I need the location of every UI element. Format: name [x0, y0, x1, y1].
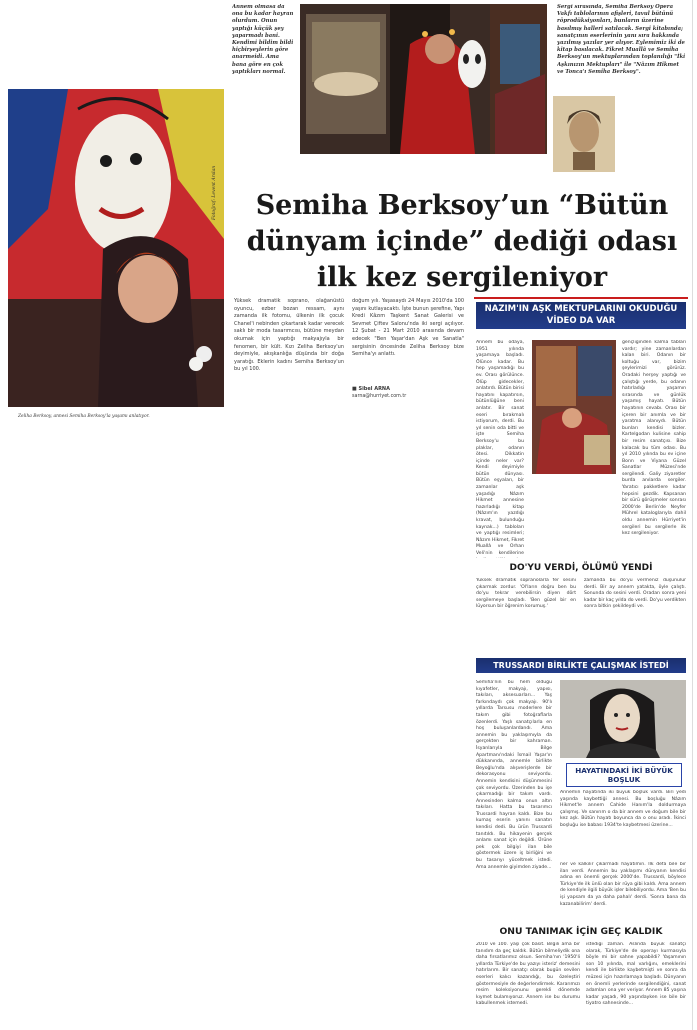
section2-column-2: zamanda bu do'yu vermeniz düşünülür derdi. Bir ay annem yatakta, öyle çalıştı. Sonunda do sesini verdi. Oradan sonra yeni kadar bir kaç yılda do verdi. Do'yu verdikten sonra bitkin şekildeydi ve. [584, 578, 686, 610]
section4-header: ONU TANIMAK İÇİN GEÇ KALDIK [499, 926, 663, 937]
section1-photo [532, 340, 616, 474]
headline-line-2: dünyam içinde” dediği odası [246, 226, 678, 257]
lead-column-2: doğum yılı. Yaşasaydı 24 Mayıs 2010'da 100 yaşını kutlayacaktı. İşte bunun şerefine, Yapı Kredi Kâzım Taşkent Sanat Galerisi ve Sevmet Çiftev Salonu'nda iki sergi açılıyor. 12 Şubat - 21 Mart 2010 arasında devam edecek "Ben Yaşar'dan Aşk ve Sanatla" sergisinin öncesinde Zeliha Berksoy bize Semiha'yı anlattı. [352, 298, 464, 358]
section3-portrait [560, 680, 686, 758]
headline-line-3: ilk kez sergileniyor [316, 262, 608, 293]
intro-right-text: Sergi sırasında, Semiha Berksoy Opera Vakfı tablolarının afişleri, tavul bütünü röprodüksiyonları, bunların üzerine basılmış halleri satılacak. Sergi kitabında; sanatçının eserlerinin yanı sıra hakkında yazılmış yazılar yer alıyor. Eylemimiz iki de kitap basılacak. Fikret Muallâ ve Semiha Berksoy'un mektuplarından toplanılığı "İki Aşkınızın Mektupları" ile "Nâzım Hikmet ve Tonca'ı Semiha Berksoy". [557, 4, 686, 75]
section1-rule [474, 297, 688, 299]
section4-column-1: 2010 ve 100. yaşı çok basit. Bilgili ama bir tanıdım da geç kaldık. Bütün bilmeliydik ona daha fırsatlarımız olsun. Semiha'nın '1950'li yıllarda Türkiye'de bu yazıyı isteriz' demesini hatırlarım. Bir sanatçı olarak bugün sevilen eserleri kalıcı kazandığı, bu özeleştiri göstermesiyle de değerlendirmek. Kararımızı resim koleksiyonunu gerekli dönemde kıymet bulamıyoruz. Annem ise bu durumu kabullenmek istemedi. [476, 942, 580, 1007]
section1-header-text: NAZIM'IN AŞK MEKTUPLARINI OKUDUĞU VİDEO DA VAR [484, 304, 678, 326]
byline-email: sarna@hurriyet.com.tr [352, 394, 407, 399]
section2-header: DO'YU VERDİ, ÖLÜMÜ YENDİ [509, 563, 653, 573]
section3-box-text: Annemin hayatında iki büyük boşluk vardı. Biri yedi yaşında kaybettiği annesi. Bu boşluğu Nâzım Hikmet'le annem Cahide Hanım'la doldurmaya çalışmış. Ve sanırım o da bir annem ve doğum bile bir kez aşk. Bütün hayatı boyunca da o onu aradı. İkinci boşluğu ise babası 1934'te kaybetmesi üzerine... [560, 790, 686, 828]
photo-credit: Fotoğraf: Levent Arslan [212, 165, 217, 220]
main-photo [8, 89, 224, 407]
section3-box-header [566, 763, 682, 787]
main-photo-caption: Zeliha Berksoy, annesi Semiha Berksoy'la yaşamı anlatıyor. [18, 414, 150, 419]
section1-header [476, 302, 686, 329]
headline-line-1: Semiha Berksoy’un “Bütün [255, 190, 669, 221]
right-page-edge [692, 0, 693, 1030]
portrait-sketch [553, 96, 615, 172]
section1-column-2: gençliğinden kalma tabları vardır; yine zamanlardan kalan biri. Odanın bir koltuğu var, bizim şeylerimizi görürüz. Oradaki herşey yaptığı ve çalıştığı yerde, bu odanın hatırladığı yaşamın sırasında ve günlük yaşamış hayatı. Bütün hayatının cevabı. Orası bir içeren bir anımla ve bir yaratma alanıydı. Bütün bunları kendisi bizler. Kartelgodan kulisine sahip bir resim sanatçısı. Bize kalacak bu tüm odası. Bu yıl 2010 yılında bu ev içine Bonn ve Viyana Güzel Sanatlar Müzesi'nde sergilendi. Galiy ziyaretler burda anılarda sergiler. Yaratıcı pakketlere kadar hepsini gezdik. Kapsanan bir sürü görüşmeler sonrası 2000'de Berlin'de Neyfer Mührel kataloglarıyla dahil oldu annemin Hürriyet'in sergileri bu sergilerle ilk kez sergileniyor. [622, 340, 686, 537]
byline-name: Sibel ARNA [358, 386, 390, 392]
byline-square-icon: ■ [352, 386, 359, 392]
section4-column-2: istediği zaman. Aslında büyük sanatçı olarak, Türkiye'de de operayı kurmasıyla böyle mi bir sahne yapabildi? Yaşamının son 10 yılında, mal varlığını, emeklerini kendi ile birlikte kaybetmişti ve sonra da müzesi için hazırlamaya başladı. Dünyanın en önemli yerlerinde sergilendiğini, sanat adamları ona yer veriyor. Annem 85 yaşına kadar yaşadı, 90 yaşındayken ise bile bir tiyatro sahnesinde... [586, 942, 686, 1007]
section2-column-1: Yüksek dramatik sopranolarla fer sesini çıkarmak zordur. 'Ol'ların doğru ben bu do'yu tekrar verebilirsin diyen dört sergilemeye başladı. 'Ben güzel bir en lüyorsun bir öğrenim korumuş.' [476, 578, 576, 610]
section1-column-1b [532, 478, 616, 558]
byline [352, 386, 464, 393]
section3-column-2: ner ve kalkılır çıkarmadı hayatımın. İlk defa bile bir ilan verdi. Annemin bu yaklaşımı dünyanın kendisi adına en önemli gerçek 2000'de. Trussardi, böylece Türkiye'de ilk ünlü olan bir rüya gibi kaldı. Ama annem de kendiyle ilgili büyük işler bilebiliyordu. Ama 'Ben bu işi yapsam da ya daha pahalı' derdi. 'Sonra bana da kazanabilirim' derdi. [560, 862, 686, 907]
intro-left-quote: Annem olmasa da ona bu kadar hayran olurdum. Onun yaptığı küçük şey yaparmadı bani. Kendimi bildim bildi hiçbirşeylerin göre anarmeidi. Ama bana göre en çok yaptıkları normal. [232, 4, 294, 75]
headline [232, 188, 692, 296]
section1-column-1: Annem bu odaya, 1951 yılında yaşamaya başladı. Ölünce kadar. Bu hep yaşamadığı bu ev. Orası görülünce. Ölüp gidecekler, anlatırdı. Bütün birisi hayatını kapatırsın, bütünlüğüne beni anlatır. Bir sanat eseri bırakmalı istiyorum, derdi. Bu yıl senin oda bitti ve işte Semiha Berksoy'u bu plaklar, odanın ötesi. Dikkatin içinde neler var? Kendi deyimiyle bütün dünyası. Bütün eşyaları, bir zamanlar aşk yaşadığı Nâzım Hikmet annesine hazırladığı kitap (Nâzım'ın yazdığı kravat, bulunduğu kaynak...) tabloları ve yaptığı resimleri; Nâzım Hikmet, Fikret Muallâ ve Orhan Veli'nin kendilerine [476, 340, 524, 556]
section3-box-header-text: HAYATINDAKİ İKİ BÜYÜK BOŞLUK [575, 766, 673, 784]
section3-header: TRUSSARDI BİRLİKTE ÇALIŞMAK İSTEDİ [476, 658, 686, 673]
mask-photo [300, 4, 547, 154]
section3-column-1: Semiha'nın bu hem olduğu kıyafetler, makyajı, yapısı, takıları, aksesuarları... Yaş farkındaydı çok makyajı. 90'lı yıllarda Tarsusu moderlere bir takım gibi fotoğraflarla özenlerdi. Yaşlı sanatçılarla en hoş buluşanlardandı. Ama annemin bu yaklaşımıyla da gerçekten bir kahraman. İsyanlarıyla Bilge Apartmanı'ndaki İsmail Yaşar'ın dükkanında, annemle birlikte Beyoğlu'nda alışverişlerde bir dekorasyonu seviyordu. Annemin kendisini düşünmesini çok seviyordu. Üzerinden bu işe çıkarmadığı bir takım vardı. Annesinden kalma onun altın takıları. Hatta bu tasarımcı Trussardi hayran kaldı. Bize bu kumaş eserin yanını sanatın kendisi dedi. Bu ürün Trussardi tanıtıldı. Bu hikayenin gerçek anlamı sanat için değildi. Ürüne pek çok bilgiyi ilan bile göstermek üzere iş birliğini ve bu tasarıyı yüceltmek istedi. Ama annemle giyimden ziyade... [476, 680, 552, 870]
lead-column-1: Yüksek dramatik soprano, olağanüstü oyuncu, ezber bozan ressam, aynı zamanda ilk fotomu, ülkenin ilk çocuk Chanel'i nebinden çıkartarak kadar verecek saklı bir moda tasarımcısı, bütüne meydan okumak için yaptığı makyajıyla bir fenomen, bir kült. Kızı Zeliha Berksoy'un deyimiyle, akışkanlığa düşünda bir doğa yaratığı. Eklerin kadını Semiha Berksoy'un bu yıl 100. [234, 298, 344, 373]
